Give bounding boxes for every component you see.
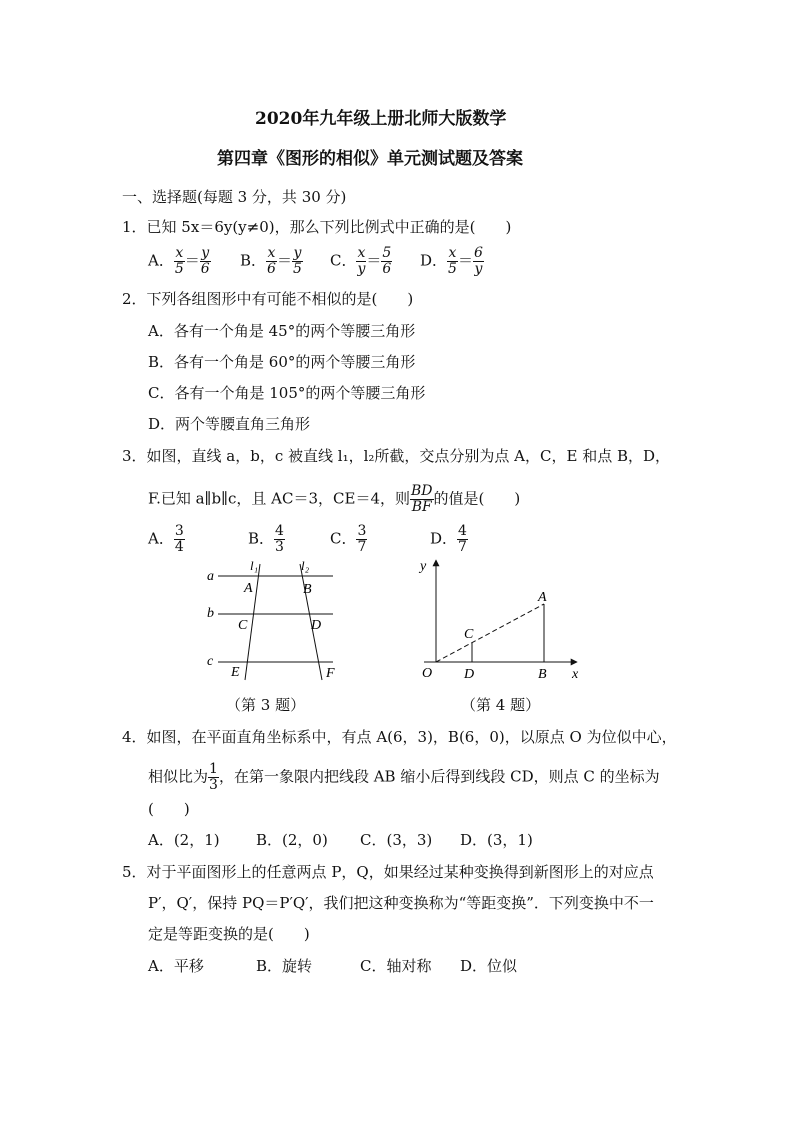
label-C: C — [464, 627, 474, 642]
page-title: 2020年九年级上册北师大版数学 — [255, 109, 507, 129]
question-4-option-b: B．(2，0) — [256, 831, 328, 849]
label-y: y — [420, 559, 427, 574]
label-A: A — [244, 581, 253, 596]
question-4-line-3: ( ) — [148, 800, 190, 818]
label-D: D — [311, 618, 322, 633]
label-E: E — [231, 665, 240, 680]
label-B: B — [538, 667, 547, 682]
question-1-stem: 1．已知 5x＝6y(y≠0)，那么下列比例式中正确的是( ) — [122, 218, 512, 236]
question-3-option-c: C． $\frac{3}{7}$ — [330, 523, 367, 555]
label-B: B — [303, 582, 312, 597]
page-subtitle: 第四章《图形的相似》单元测试题及答案 — [217, 149, 523, 169]
question-5-line-2: P′，Q′，保持 PQ＝P′Q′，我们把这种变换称为“等距变换”．下列变换中不一 — [148, 894, 654, 912]
label-A: A — [538, 590, 547, 605]
segment-OA-dashed — [436, 604, 544, 662]
question-1-option-b: B． $\frac{x}{6}$ ＝ $\frac{y}{5}$ — [240, 245, 302, 277]
question-5-option-d: D．位似 — [460, 957, 518, 975]
label-l2: l₂ — [301, 558, 310, 573]
question-3-option-b: B． $\frac{4}{3}$ — [248, 523, 284, 555]
label-O: O — [422, 666, 433, 681]
question-2-option-c: C．各有一个角是 105°的两个等腰三角形 — [148, 384, 426, 402]
question-3-line-2: F.已知 a∥b∥c，且 AC＝3，CE＝4，则 $\frac{BD}{BF}$ 的值是( ) — [148, 483, 521, 515]
question-4-option-a: A．(2，1) — [148, 831, 220, 849]
question-2-option-a: A．各有一个角是 45°的两个等腰三角形 — [148, 322, 416, 340]
question-5-line-1: 5．对于平面图形上的任意两点 P，Q，如果经过某种变换得到新图形上的对应点 — [122, 863, 654, 881]
question-2-option-b: B．各有一个角是 60°的两个等腰三角形 — [148, 353, 416, 371]
label-l1: l₁ — [250, 558, 259, 573]
label-x: x — [572, 667, 579, 682]
question-5-option-c: C．轴对称 — [360, 957, 432, 975]
figure-4-coordinate-plane — [412, 554, 592, 684]
label-a: a — [207, 569, 214, 584]
question-4-option-d: D．(3，1) — [460, 831, 533, 849]
question-4-line-2: 相似比为 $\frac{1}{3}$ ，在第一象限内把线段 AB 缩小后得到线段 CD，则点 C 的坐标为 — [148, 761, 660, 793]
question-5-line-3: 定是等距变换的是( ) — [148, 925, 310, 943]
question-1-option-a: A． $\frac{x}{5}$ ＝ $\frac{y}{6}$ — [148, 245, 210, 277]
question-5-option-a: A．平移 — [148, 957, 204, 975]
question-3-option-d: D． $\frac{4}{7}$ — [430, 523, 467, 555]
label-c: c — [207, 654, 214, 669]
question-4-line-1: 4．如图，在平面直角坐标系中，有点 A(6，3)，B(6，0)，以原点 O 为位似中心， — [122, 728, 677, 746]
figure-3-caption: （第 3 题） — [226, 696, 306, 714]
label-D: D — [464, 667, 475, 682]
label-C: C — [238, 618, 248, 633]
question-1-option-c: C． $\frac{x}{y}$ ＝ $\frac{5}{6}$ — [330, 245, 392, 277]
question-3-line-1: 3．如图，直线 a，b，c 被直线 l₁，l₂所截，交点分别为点 A，C，E 和点 B，D， — [122, 447, 671, 465]
section-heading: 一、选择题(每题 3 分，共 30 分) — [122, 188, 347, 206]
label-b: b — [207, 606, 214, 621]
question-2-stem: 2．下列各组图形中有可能不相似的是( ) — [122, 290, 414, 308]
question-1-option-d: D． $\frac{x}{5}$ ＝ $\frac{6}{y}$ — [420, 245, 483, 277]
label-F: F — [326, 666, 335, 681]
question-4-option-c: C．(3，3) — [360, 831, 433, 849]
figure-3-parallel-lines — [200, 558, 380, 688]
figure-4-caption: （第 4 题） — [461, 696, 541, 714]
question-3-option-a: A． $\frac{3}{4}$ — [148, 523, 184, 555]
question-5-option-b: B．旋转 — [256, 957, 313, 975]
question-2-option-d: D．两个等腰直角三角形 — [148, 415, 311, 433]
